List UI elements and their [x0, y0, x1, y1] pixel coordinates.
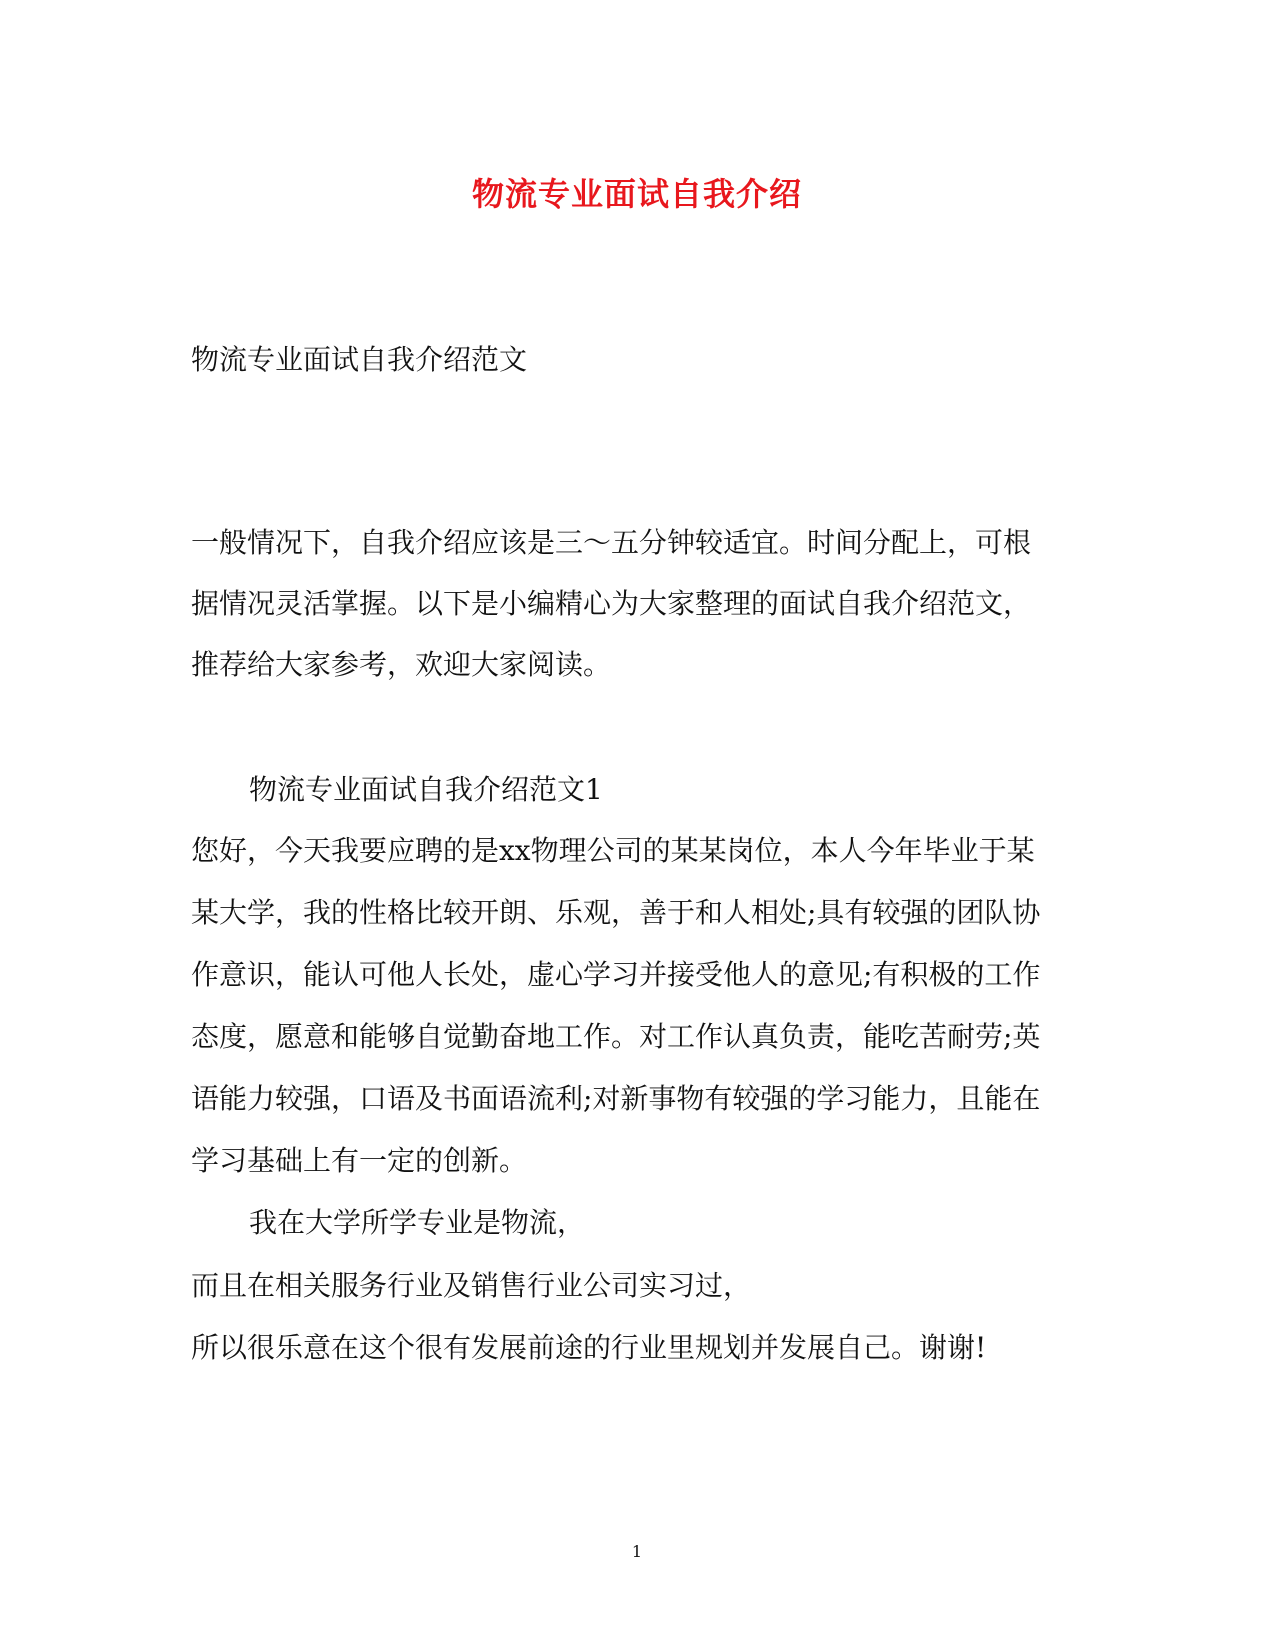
page-title: 物流专业面试自我介绍 — [471, 175, 802, 213]
body-line-6: 学习基础上有一定的创新。 — [191, 1144, 528, 1177]
body-line-5: 语能力较强，口语及书面语流利;对新事物有较强的学习能力，且能在 — [191, 1082, 1041, 1115]
closing-line-1: 我在大学所学专业是物流， — [249, 1206, 586, 1239]
intro-line-3: 推荐给大家参考，欢迎大家阅读。 — [191, 648, 612, 681]
closing-line-3: 所以很乐意在这个很有发展前途的行业里规划并发展自己。谢谢! — [191, 1331, 987, 1364]
subtitle: 物流专业面试自我介绍范文 — [191, 343, 528, 376]
body-line-4: 态度，愿意和能够自觉勤奋地工作。对工作认真负责，能吃苦耐劳;英 — [191, 1020, 1041, 1053]
body-line-1: 您好，今天我要应聘的是xx物理公司的某某岗位，本人今年毕业于某 — [191, 834, 1035, 867]
intro-line-2: 据情况灵活掌握。以下是小编精心为大家整理的面试自我介绍范文， — [191, 587, 1032, 620]
closing-line-2: 而且在相关服务行业及销售行业公司实习过， — [191, 1269, 752, 1302]
body-line-3: 作意识，能认可他人长处，虚心学习并接受他人的意见;有积极的工作 — [191, 958, 1041, 991]
body-line-2: 某大学，我的性格比较开朗、乐观，善于和人相处;具有较强的团队协 — [191, 896, 1041, 929]
page-number: 1 — [631, 1542, 643, 1561]
intro-line-1: 一般情况下，自我介绍应该是三～五分钟较适宜。时间分配上，可根 — [191, 526, 1032, 559]
section-heading: 物流专业面试自我介绍范文1 — [249, 773, 603, 806]
